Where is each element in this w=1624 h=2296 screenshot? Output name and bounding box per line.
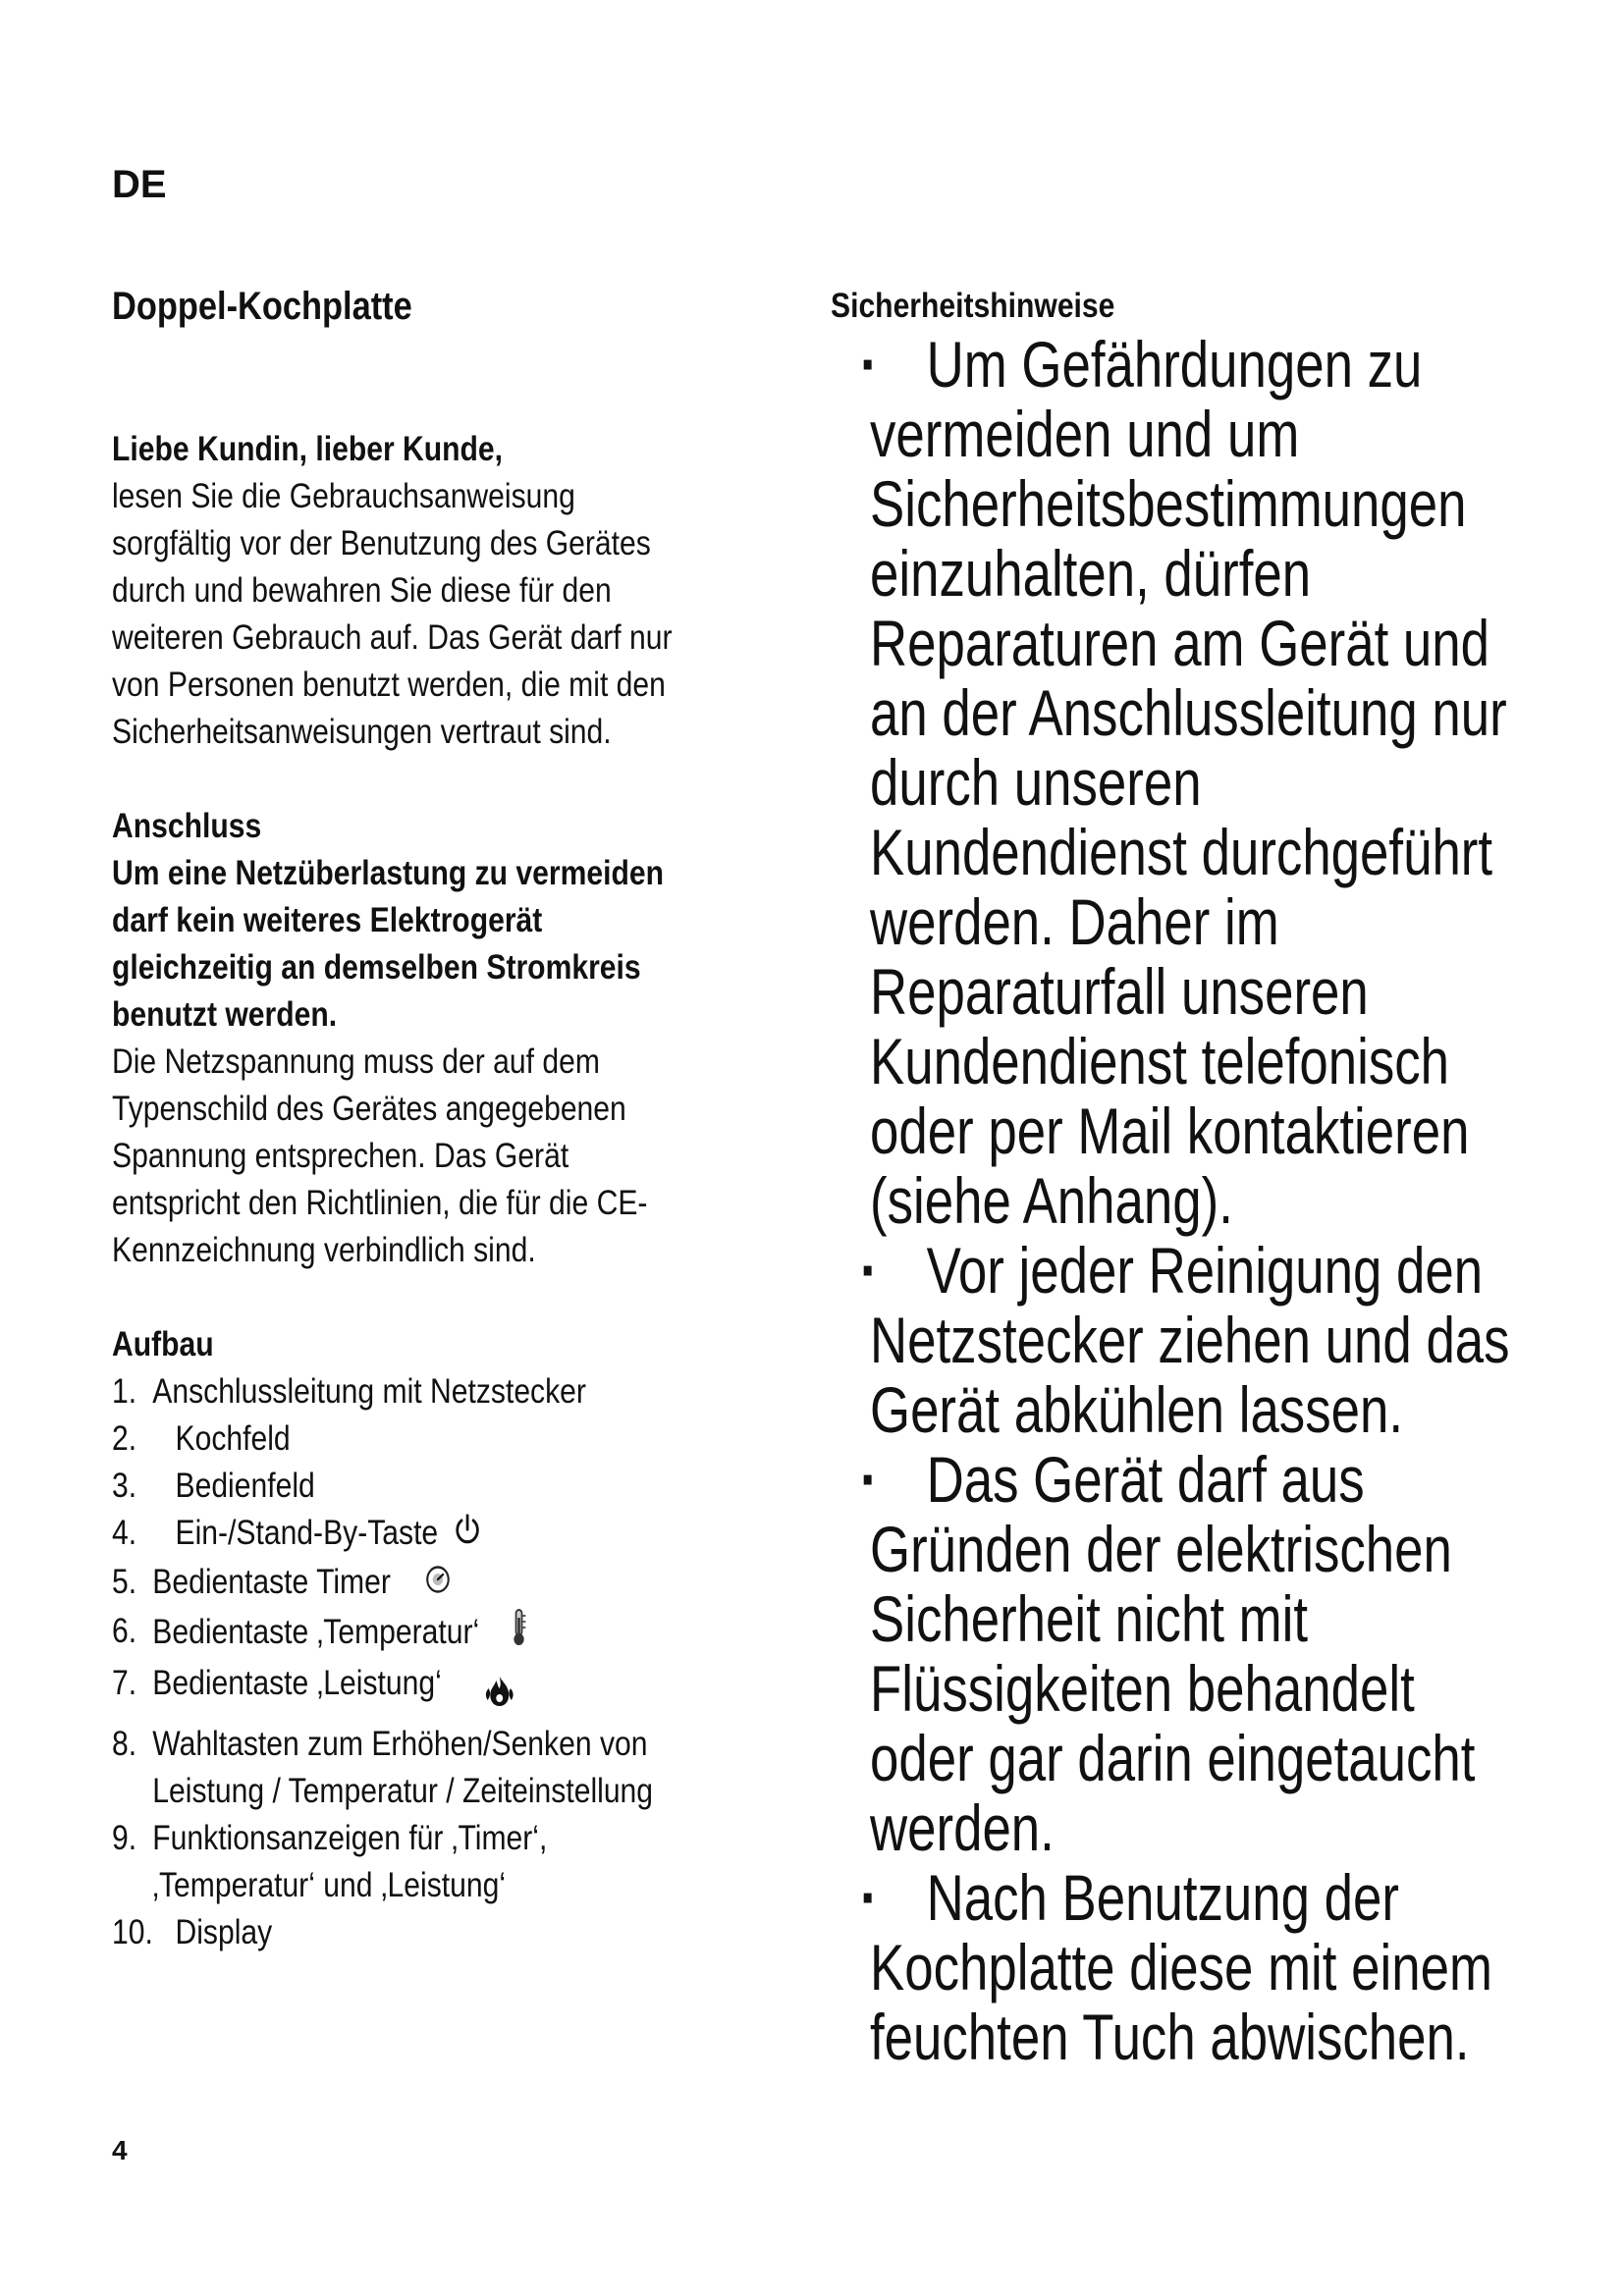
connection-heading: Anschluss [112, 807, 262, 845]
parts-list-item [112, 1721, 839, 1815]
parts-list-item [112, 1510, 839, 1559]
safety-list-item [831, 330, 1514, 1236]
parts-list-text: Wahltasten zum Erhöhen/Senken von Leistung / Temperatur / Zeiteinstellung [152, 1724, 654, 1810]
page-number: 4 [112, 2135, 128, 2165]
parts-list-item [112, 1608, 839, 1660]
safety-text: Das Gerät darf aus Gründen der elektrischen Sicherheit nicht mit Flüssigkeiten behandelt oder gar darin eingetaucht werden. [870, 1443, 1476, 1864]
parts-list-number: 4. [112, 1514, 137, 1552]
parts-list-number: 1. [112, 1372, 137, 1411]
power-icon [453, 1512, 481, 1559]
parts-list-text: Anschlussleitung mit Netzstecker [152, 1372, 586, 1411]
connection-text: Die Netzspannung muss der auf dem Typenschild des Gerätes angegebenen Spannung entsprechen. Das Gerät entspricht den Richtlinien, die für die CE- Kennzeichnung verbindlich sind. [112, 1042, 648, 1269]
safety-heading: Sicherheitshinweise [831, 287, 1115, 325]
bullet-icon: ▪ [862, 1458, 874, 1501]
parts-list-item [112, 1463, 839, 1510]
parts-list-text: Ein-/Stand-By-Taste [175, 1514, 439, 1552]
safety-list [831, 330, 1518, 2072]
bullet-icon: ▪ [862, 1876, 874, 1919]
parts-list-text: Bedienfeld [175, 1467, 315, 1505]
safety-list-item [831, 1445, 1514, 1863]
parts-list-text: Display [175, 1912, 273, 1951]
bullet-icon: ▪ [862, 1249, 874, 1292]
safety-list-item [831, 1863, 1514, 2072]
parts-list-number: 7. [112, 1663, 137, 1702]
timer-icon [424, 1561, 452, 1608]
left-column [112, 426, 819, 1956]
intro-heading: Liebe Kundin, lieber Kunde, [112, 430, 504, 468]
flame-icon [484, 1674, 516, 1721]
thermometer-icon [510, 1608, 528, 1660]
parts-list-item [112, 1660, 839, 1721]
parts-list-text: Bedientaste ‚Temperatur‘ [152, 1612, 480, 1651]
parts-list-number: 10. [112, 1912, 153, 1951]
parts-list-number: 5. [112, 1562, 137, 1601]
structure-heading: Aufbau [112, 1325, 214, 1363]
parts-list-item [112, 1368, 839, 1415]
parts-list-number: 6. [112, 1611, 137, 1650]
parts-list-number: 9. [112, 1818, 137, 1857]
parts-list-text: Bedientaste ‚Leistung‘ [152, 1663, 442, 1702]
parts-list-item [112, 1815, 839, 1909]
bullet-icon: ▪ [862, 343, 874, 386]
intro-text: lesen Sie die Gebrauchsanweisung sorgfältig vor der Benutzung des Gerätes durch und bewahren Sie diese für den weiteren Gebrauch auf. Das Gerät darf nur von Personen benutzt werden, die mit den Sicherheitsanweisungen vertraut sind. [112, 477, 673, 751]
parts-list-number: 3. [112, 1467, 137, 1505]
safety-text: Um Gefährdungen zu vermeiden und um Sicherheitsbestimmungen einzuhalten, dürfen Reparaturen am Gerät und an der Anschlussleitung nur durch unseren Kundendienst durchgeführt werden. Daher im Reparaturfall unseren Kundendienst telefonisch oder per Mail kontaktieren (siehe Anhang). [870, 328, 1507, 1237]
parts-list [112, 1368, 839, 1956]
parts-list-item [112, 1909, 839, 1956]
parts-list-number: 8. [112, 1724, 137, 1763]
page-title: Doppel-Kochplatte [112, 285, 412, 328]
safety-list-item [831, 1236, 1514, 1445]
parts-list-text: Kochfeld [175, 1419, 291, 1458]
language-code: DE [112, 163, 167, 206]
safety-text: Vor jeder Reinigung den Netzstecker ziehen und das Gerät abkühlen lassen. [870, 1234, 1510, 1446]
parts-list-text: Bedientaste Timer [152, 1562, 391, 1601]
connection-warning: Um eine Netzüberlastung zu vermeiden darf kein weiteres Elektrogerät gleichzeitig an demselben Stromkreis benutzt werden. [112, 854, 664, 1034]
right-column [831, 285, 1518, 2072]
parts-list-number: 2. [112, 1419, 137, 1458]
parts-list-text: Funktionsanzeigen für ‚Timer‘, ‚Temperatur‘ und ‚Leistung‘ [152, 1818, 548, 1904]
parts-list-item [112, 1559, 839, 1608]
safety-text: Nach Benutzung der Kochplatte diese mit einem feuchten Tuch abwischen. [870, 1861, 1492, 2073]
parts-list-item [112, 1415, 839, 1463]
